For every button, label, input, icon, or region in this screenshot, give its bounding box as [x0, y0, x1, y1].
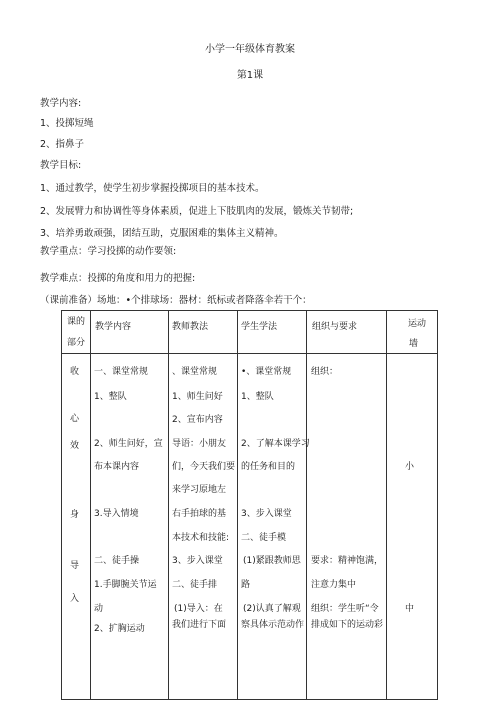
student-line: 3、步入课堂	[241, 509, 292, 519]
content-line: 2、师生问好，宣	[94, 439, 163, 449]
goal-item: 3、培养勇敢顽强，团结互助，克服困难的集体主义精神。	[40, 228, 284, 239]
student-line: •、课堂常规	[241, 367, 292, 377]
teacher-line: 们，今天我们要	[172, 462, 236, 472]
difficulty: 教学难点：投掷的角度和用力的把握:	[40, 273, 196, 284]
org-line: 组织：	[311, 367, 339, 377]
student-line: 的任务和目的	[241, 462, 296, 472]
load-value: 中	[405, 604, 415, 614]
part-char: 身	[70, 510, 80, 520]
student-line: 1、整队	[241, 392, 274, 402]
teacher-line: 我们进行下面	[172, 620, 227, 630]
header-content: 教学内容	[95, 322, 132, 332]
teacher-line: 1、师生问好	[172, 392, 223, 402]
content-item: 1、投掷短绳	[40, 118, 94, 129]
teacher-line: 本技术和技能:	[172, 533, 230, 543]
part-char: 效	[70, 441, 80, 451]
header-student: 学生学法	[241, 322, 278, 332]
part-char: 心	[70, 414, 80, 424]
content-line: 动	[94, 604, 104, 614]
student-line: 察具体示范动作	[241, 620, 305, 630]
key-point: 教学重点：学习投掷的动作要领:	[40, 246, 177, 257]
student-line: (1)紧跟教师思	[243, 556, 301, 566]
org-line: 排成如下的运动彩	[311, 620, 384, 630]
header-load: 墙	[409, 339, 419, 349]
preparation: （课前准备）场地：•个排球场：器材：纸标或者降落伞若干个：	[40, 295, 312, 306]
content-line: 3.导入情境	[94, 509, 139, 519]
teacher-line: 来学习原地左	[172, 485, 227, 495]
column-divider	[306, 311, 307, 699]
student-line: 二、徒手模	[241, 533, 287, 543]
teacher-line: 3、步入课堂	[172, 556, 223, 566]
content-line: 布本课内容	[94, 462, 140, 472]
part-char: 入	[70, 594, 80, 604]
goals-heading: 教学目标:	[40, 160, 82, 171]
header-part: 部分	[67, 338, 86, 348]
content-item: 2、指鼻子	[40, 139, 85, 150]
teacher-line: 2、宣布内容	[172, 415, 223, 425]
student-line: 路	[241, 580, 251, 590]
content-line: 1.手脚腕关节运	[94, 580, 157, 590]
column-divider	[90, 311, 91, 699]
org-line: 注意力集中	[311, 580, 357, 590]
teacher-line: 、课堂常规	[172, 367, 218, 377]
teacher-line: 右手拍球的基	[172, 509, 227, 519]
part-char: 收	[70, 367, 80, 377]
content-heading: 教学内容:	[40, 98, 82, 109]
content-line: 一、课堂常规	[94, 367, 149, 377]
lesson-plan-table	[61, 310, 438, 700]
content-line: 1、整队	[94, 392, 127, 402]
teacher-line: 导语：小朋友	[172, 439, 227, 449]
lesson-title: 第1课	[236, 70, 264, 81]
header-load: 运动	[408, 319, 427, 329]
page-title: 小学一年级体育教案	[205, 44, 295, 55]
content-line: 2、扩胸运动	[94, 624, 145, 634]
part-char: 导	[70, 561, 80, 571]
column-divider	[168, 311, 169, 699]
student-line: 2、了解本课学习	[241, 439, 310, 449]
column-divider	[386, 311, 387, 699]
column-divider	[237, 311, 238, 699]
goal-item: 1、通过教学，使学生初步掌握投掷项目的基本技术。	[40, 183, 265, 194]
header-teacher: 教师教法	[172, 322, 209, 332]
content-line: 二、徒手操	[94, 556, 140, 566]
teacher-line: 二、徒手排	[172, 580, 218, 590]
org-line: 要求：精神饱满，	[311, 556, 384, 566]
teacher-line: (1)导入：在	[174, 604, 223, 614]
goal-item: 2、发展臂力和协调性等身体素质，促进上下肢肌肉的发展，锻炼关节韧带;	[40, 206, 354, 217]
org-line: 组织：学生听“令	[311, 604, 379, 614]
header-part: 课的	[67, 317, 86, 327]
header-divider	[62, 353, 437, 354]
student-line: (2)认真了解观	[243, 604, 301, 614]
load-value: 小	[405, 462, 415, 472]
header-org: 组织与要求	[312, 322, 358, 332]
